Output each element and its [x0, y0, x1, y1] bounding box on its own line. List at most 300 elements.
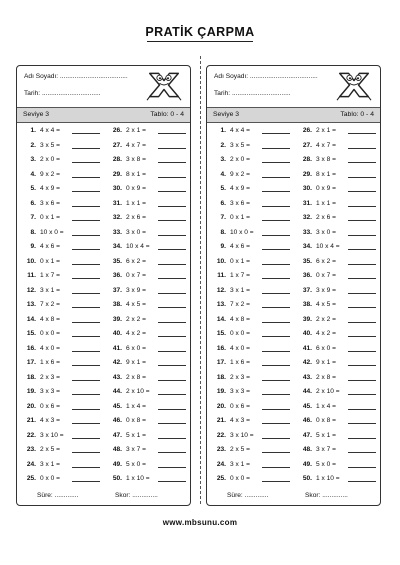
answer-blank[interactable]: [72, 133, 100, 134]
problem-row: [212, 258, 296, 273]
answer-blank[interactable]: [262, 481, 290, 482]
problem-row: [22, 461, 106, 476]
worksheet-left: [16, 65, 191, 506]
problem-expression: 3 x 0 =: [316, 228, 336, 236]
problem-row: [298, 229, 381, 244]
answer-blank[interactable]: [158, 336, 186, 337]
answer-blank[interactable]: [348, 278, 376, 279]
problem-row: [22, 214, 106, 229]
problem-number: 50.: [302, 475, 312, 482]
answer-blank[interactable]: [72, 206, 100, 207]
problem-row: [212, 214, 296, 229]
problem-row: [212, 403, 296, 418]
problem-row: [22, 127, 106, 142]
answer-blank[interactable]: [158, 409, 186, 410]
answer-blank[interactable]: [262, 235, 290, 236]
problem-number: 34.: [112, 243, 122, 250]
answer-blank[interactable]: [72, 307, 100, 308]
problem-expression: 4 x 7 =: [126, 141, 146, 149]
problem-expression: 0 x 0 =: [230, 330, 250, 337]
answer-blank[interactable]: [158, 423, 186, 424]
answer-blank[interactable]: [262, 220, 290, 221]
problem-number: 8.: [30, 228, 36, 236]
answer-blank[interactable]: [262, 162, 290, 163]
time-field[interactable]: Süre: .............: [227, 492, 269, 499]
problem-row: [298, 142, 381, 157]
problem-expression: 4 x 2 =: [316, 330, 336, 337]
problem-expression: 5 x 1 =: [126, 431, 146, 439]
problem-row: [298, 403, 381, 418]
answer-blank[interactable]: [72, 322, 100, 323]
problem-row: [298, 185, 381, 200]
answer-blank[interactable]: [158, 249, 186, 250]
answer-blank[interactable]: [72, 423, 100, 424]
answer-blank[interactable]: [158, 162, 186, 163]
problem-row: [108, 200, 191, 215]
problem-number: 29.: [302, 170, 312, 178]
problem-number: 44.: [302, 388, 312, 395]
problem-expression: 0 x 1 =: [230, 214, 250, 221]
problem-expression: 2 x 10 =: [126, 388, 150, 395]
problem-row: [22, 200, 106, 215]
answer-blank[interactable]: [348, 148, 376, 149]
problem-row: [108, 359, 191, 374]
problem-row: [298, 446, 381, 461]
name-field[interactable]: Adı Soyadı: .....................................: [24, 73, 128, 80]
problem-number: 49.: [302, 460, 312, 468]
problem-number: 9.: [30, 243, 36, 250]
problem-number: 24.: [26, 460, 36, 468]
problem-row: [212, 301, 296, 316]
problem-number: 28.: [302, 156, 312, 163]
problem-expression: 5 x 1 =: [316, 431, 336, 439]
problem-number: 15.: [216, 330, 226, 337]
answer-blank[interactable]: [158, 452, 186, 453]
problem-row: [108, 388, 191, 403]
problem-expression: 2 x 8 =: [126, 373, 146, 381]
problem-number: 38.: [302, 301, 312, 308]
problem-number: 12.: [216, 286, 226, 294]
problem-number: 10.: [216, 257, 226, 265]
problem-row: [298, 272, 381, 287]
answer-blank[interactable]: [72, 278, 100, 279]
problem-number: 19.: [216, 388, 226, 395]
problem-row: [22, 272, 106, 287]
problem-number: 14.: [216, 315, 226, 323]
problem-number: 14.: [26, 315, 36, 323]
answer-blank[interactable]: [262, 438, 290, 439]
answer-blank[interactable]: [348, 177, 376, 178]
score-field[interactable]: Skor: ..............: [305, 492, 348, 499]
problem-row: [22, 185, 106, 200]
problem-number: 22.: [26, 431, 36, 439]
problem-expression: 3 x 9 =: [126, 286, 146, 294]
problem-expression: 0 x 7 =: [316, 272, 336, 279]
answer-blank[interactable]: [72, 249, 100, 250]
answer-blank[interactable]: [348, 423, 376, 424]
problem-expression: 3 x 5 =: [40, 141, 60, 149]
problem-number: 8.: [220, 228, 226, 236]
problem-row: [22, 301, 106, 316]
problem-number: 19.: [26, 388, 36, 395]
problem-expression: 4 x 3 =: [40, 417, 60, 424]
problem-row: [22, 243, 106, 258]
problem-expression: 0 x 0 =: [230, 475, 250, 482]
answer-blank[interactable]: [348, 380, 376, 381]
answer-blank[interactable]: [158, 365, 186, 366]
problem-number: 20.: [26, 402, 36, 410]
problem-expression: 3 x 1 =: [40, 460, 60, 468]
answer-blank[interactable]: [348, 322, 376, 323]
problem-row: [108, 229, 191, 244]
answer-blank[interactable]: [72, 336, 100, 337]
problem-number: 18.: [26, 373, 36, 381]
problem-number: 38.: [112, 301, 122, 308]
answer-blank[interactable]: [158, 481, 186, 482]
answer-blank[interactable]: [72, 467, 100, 468]
problem-expression: 3 x 7 =: [126, 446, 146, 453]
problem-expression: 2 x 0 =: [40, 156, 60, 163]
problem-expression: 4 x 9 =: [40, 185, 60, 192]
problem-row: [22, 432, 106, 447]
answer-blank[interactable]: [158, 148, 186, 149]
problem-number: 7.: [220, 214, 226, 221]
problem-row: [212, 156, 296, 171]
problem-row: [212, 171, 296, 186]
problem-expression: 4 x 2 =: [126, 330, 146, 337]
problem-expression: 4 x 7 =: [316, 141, 336, 149]
problem-number: 13.: [216, 301, 226, 308]
answer-blank[interactable]: [348, 220, 376, 221]
problem-number: 12.: [26, 286, 36, 294]
answer-blank[interactable]: [262, 351, 290, 352]
problem-expression: 4 x 3 =: [230, 417, 250, 424]
answer-blank[interactable]: [158, 438, 186, 439]
answer-blank[interactable]: [158, 351, 186, 352]
answer-blank[interactable]: [348, 191, 376, 192]
answer-blank[interactable]: [262, 133, 290, 134]
problem-row: [108, 330, 191, 345]
problem-number: 28.: [112, 156, 122, 163]
answer-blank[interactable]: [158, 133, 186, 134]
problem-expression: 0 x 9 =: [126, 185, 146, 192]
problem-row: [108, 475, 191, 490]
problem-expression: 2 x 0 =: [230, 156, 250, 163]
answer-blank[interactable]: [262, 467, 290, 468]
problem-number: 33.: [112, 228, 122, 236]
problem-number: 13.: [26, 301, 36, 308]
website-footer: www.mbsunu.com: [162, 518, 238, 527]
answer-blank[interactable]: [72, 351, 100, 352]
problem-number: 5.: [30, 185, 36, 192]
answer-blank[interactable]: [158, 264, 186, 265]
problem-number: 16.: [26, 344, 36, 352]
problem-row: [212, 432, 296, 447]
answer-blank[interactable]: [348, 307, 376, 308]
problem-row: [22, 403, 106, 418]
answer-blank[interactable]: [72, 235, 100, 236]
problem-row: [212, 374, 296, 389]
problem-expression: 10 x 4 =: [316, 243, 340, 250]
problem-number: 2.: [30, 141, 36, 149]
answer-blank[interactable]: [348, 133, 376, 134]
problem-row: [298, 301, 381, 316]
problem-expression: 2 x 6 =: [126, 214, 146, 221]
answer-blank[interactable]: [158, 206, 186, 207]
answer-blank[interactable]: [158, 278, 186, 279]
problem-number: 25.: [216, 475, 226, 482]
answer-blank[interactable]: [72, 438, 100, 439]
answer-blank[interactable]: [158, 467, 186, 468]
problem-row: [108, 272, 191, 287]
problem-row: [108, 214, 191, 229]
problem-row: [22, 388, 106, 403]
problem-number: 15.: [26, 330, 36, 337]
date-field[interactable]: Tarih: ................................: [24, 90, 101, 97]
answer-blank[interactable]: [72, 365, 100, 366]
problem-number: 6.: [220, 199, 226, 207]
answer-blank[interactable]: [158, 235, 186, 236]
problem-row: [298, 200, 381, 215]
score-field[interactable]: Skor: ..............: [115, 492, 158, 499]
problem-row: [298, 475, 381, 490]
answer-blank[interactable]: [348, 162, 376, 163]
problem-number: 26.: [302, 127, 312, 134]
problem-expression: 6 x 0 =: [126, 344, 146, 352]
answer-blank[interactable]: [72, 293, 100, 294]
answer-blank[interactable]: [262, 322, 290, 323]
problem-column-2: [298, 127, 381, 490]
answer-blank[interactable]: [158, 191, 186, 192]
problem-row: [108, 156, 191, 171]
problem-number: 2.: [220, 141, 226, 149]
answer-blank[interactable]: [348, 467, 376, 468]
problem-number: 6.: [30, 199, 36, 207]
problem-number: 27.: [302, 141, 312, 149]
problem-expression: 1 x 10 =: [126, 475, 150, 482]
problem-row: [298, 287, 381, 302]
answer-blank[interactable]: [158, 307, 186, 308]
problem-row: [22, 330, 106, 345]
problem-expression: 2 x 5 =: [40, 446, 60, 453]
problem-expression: 3 x 10 =: [230, 431, 254, 439]
problem-expression: 0 x 1 =: [230, 257, 250, 265]
answer-blank[interactable]: [348, 264, 376, 265]
answer-blank[interactable]: [158, 394, 186, 395]
problem-row: [298, 330, 381, 345]
problem-expression: 3 x 7 =: [316, 446, 336, 453]
problem-expression: 0 x 6 =: [230, 402, 250, 410]
problem-number: 24.: [216, 460, 226, 468]
answer-blank[interactable]: [348, 249, 376, 250]
problem-number: 37.: [302, 286, 312, 294]
problem-row: [108, 243, 191, 258]
answer-blank[interactable]: [262, 423, 290, 424]
problem-expression: 2 x 5 =: [230, 446, 250, 453]
problem-column-2: [108, 127, 191, 490]
problem-number: 17.: [26, 359, 36, 366]
answer-blank[interactable]: [262, 191, 290, 192]
problem-row: [22, 142, 106, 157]
answer-blank[interactable]: [348, 452, 376, 453]
answer-blank[interactable]: [348, 293, 376, 294]
answer-blank[interactable]: [72, 264, 100, 265]
problem-row: [108, 432, 191, 447]
problem-row: [22, 446, 106, 461]
problem-row: [298, 461, 381, 476]
answer-blank[interactable]: [72, 380, 100, 381]
problem-number: 10.: [26, 257, 36, 265]
problem-expression: 6 x 0 =: [316, 344, 336, 352]
page-title: PRATİK ÇARPMA: [145, 25, 255, 39]
problem-row: [108, 287, 191, 302]
date-field[interactable]: Tarih: ................................: [214, 90, 291, 97]
problem-row: [108, 301, 191, 316]
answer-blank[interactable]: [158, 380, 186, 381]
answer-blank[interactable]: [72, 452, 100, 453]
problem-expression: 10 x 0 =: [40, 228, 64, 236]
answer-blank[interactable]: [72, 191, 100, 192]
problem-row: [212, 475, 296, 490]
answer-blank[interactable]: [262, 394, 290, 395]
problem-number: 18.: [216, 373, 226, 381]
problem-number: 9.: [220, 243, 226, 250]
answer-blank[interactable]: [72, 481, 100, 482]
problem-expression: 7 x 2 =: [230, 301, 250, 308]
problem-expression: 1 x 6 =: [230, 359, 250, 366]
answer-blank[interactable]: [158, 220, 186, 221]
answer-blank[interactable]: [348, 394, 376, 395]
problem-row: [108, 374, 191, 389]
problem-expression: 4 x 6 =: [230, 243, 250, 250]
problem-row: [298, 127, 381, 142]
answer-blank[interactable]: [348, 351, 376, 352]
problem-expression: 9 x 1 =: [126, 359, 146, 366]
answer-blank[interactable]: [72, 177, 100, 178]
answer-blank[interactable]: [348, 481, 376, 482]
problem-row: [22, 316, 106, 331]
problem-number: 36.: [112, 272, 122, 279]
problem-number: 46.: [302, 417, 312, 424]
x-mascot-icon: [336, 68, 372, 102]
problem-row: [22, 171, 106, 186]
problem-number: 27.: [112, 141, 122, 149]
answer-blank[interactable]: [72, 220, 100, 221]
answer-blank[interactable]: [262, 409, 290, 410]
answer-blank[interactable]: [262, 365, 290, 366]
answer-blank[interactable]: [348, 336, 376, 337]
problem-expression: 1 x 6 =: [40, 359, 60, 366]
problem-number: 50.: [112, 475, 122, 482]
problem-expression: 2 x 1 =: [316, 127, 336, 134]
problem-expression: 3 x 8 =: [126, 156, 146, 163]
problem-number: 47.: [302, 431, 312, 439]
problem-row: [298, 417, 381, 432]
problem-number: 30.: [112, 185, 122, 192]
answer-blank[interactable]: [262, 278, 290, 279]
answer-blank[interactable]: [72, 409, 100, 410]
answer-blank[interactable]: [262, 249, 290, 250]
problem-row: [212, 142, 296, 157]
problem-row: [298, 243, 381, 258]
problem-expression: 2 x 10 =: [316, 388, 340, 395]
answer-blank[interactable]: [158, 293, 186, 294]
problem-expression: 1 x 10 =: [316, 475, 340, 482]
problem-row: [298, 316, 381, 331]
answer-blank[interactable]: [262, 148, 290, 149]
time-field[interactable]: Süre: .............: [37, 492, 79, 499]
problem-row: [298, 258, 381, 273]
problem-number: 33.: [302, 228, 312, 236]
answer-blank[interactable]: [158, 177, 186, 178]
problem-number: 42.: [302, 359, 312, 366]
problem-number: 23.: [216, 446, 226, 453]
answer-blank[interactable]: [72, 148, 100, 149]
answer-blank[interactable]: [262, 293, 290, 294]
problem-row: [298, 432, 381, 447]
problem-expression: 3 x 3 =: [40, 388, 60, 395]
name-field[interactable]: Adı Soyadı: .....................................: [214, 73, 318, 80]
answer-blank[interactable]: [262, 177, 290, 178]
problem-row: [298, 345, 381, 360]
problem-expression: 6 x 2 =: [316, 257, 336, 265]
problem-number: 1.: [30, 127, 36, 134]
problem-expression: 8 x 1 =: [316, 170, 336, 178]
x-mascot-icon: [146, 68, 182, 102]
table-range-label: Tablo: 0 - 4: [340, 111, 374, 118]
answer-blank[interactable]: [262, 206, 290, 207]
problem-row: [108, 446, 191, 461]
problem-expression: 5 x 0 =: [126, 460, 146, 468]
problem-expression: 4 x 4 =: [40, 127, 60, 134]
problem-row: [108, 403, 191, 418]
problem-number: 45.: [112, 402, 122, 410]
answer-blank[interactable]: [348, 206, 376, 207]
answer-blank[interactable]: [262, 380, 290, 381]
problem-expression: 3 x 6 =: [40, 199, 60, 207]
answer-blank[interactable]: [262, 307, 290, 308]
problem-number: 4.: [220, 170, 226, 178]
answer-blank[interactable]: [348, 409, 376, 410]
level-bar: [207, 107, 380, 123]
problem-number: 39.: [112, 315, 122, 323]
problem-number: 39.: [302, 315, 312, 323]
problem-expression: 4 x 0 =: [230, 344, 250, 352]
problem-expression: 4 x 9 =: [230, 185, 250, 192]
table-range-label: Tablo: 0 - 4: [150, 111, 184, 118]
problem-number: 43.: [112, 373, 122, 381]
problem-row: [22, 345, 106, 360]
problem-number: 34.: [302, 243, 312, 250]
problem-number: 30.: [302, 185, 312, 192]
answer-blank[interactable]: [72, 162, 100, 163]
problem-row: [298, 388, 381, 403]
answer-blank[interactable]: [72, 394, 100, 395]
problem-expression: 0 x 0 =: [40, 475, 60, 482]
answer-blank[interactable]: [348, 235, 376, 236]
answer-blank[interactable]: [262, 452, 290, 453]
problem-row: [212, 200, 296, 215]
problem-expression: 0 x 0 =: [40, 330, 60, 337]
answer-blank[interactable]: [158, 322, 186, 323]
problem-row: [108, 185, 191, 200]
answer-blank[interactable]: [262, 336, 290, 337]
problem-expression: 10 x 0 =: [230, 228, 254, 236]
answer-blank[interactable]: [348, 438, 376, 439]
answer-blank[interactable]: [348, 365, 376, 366]
answer-blank[interactable]: [262, 264, 290, 265]
problem-expression: 3 x 3 =: [230, 388, 250, 395]
